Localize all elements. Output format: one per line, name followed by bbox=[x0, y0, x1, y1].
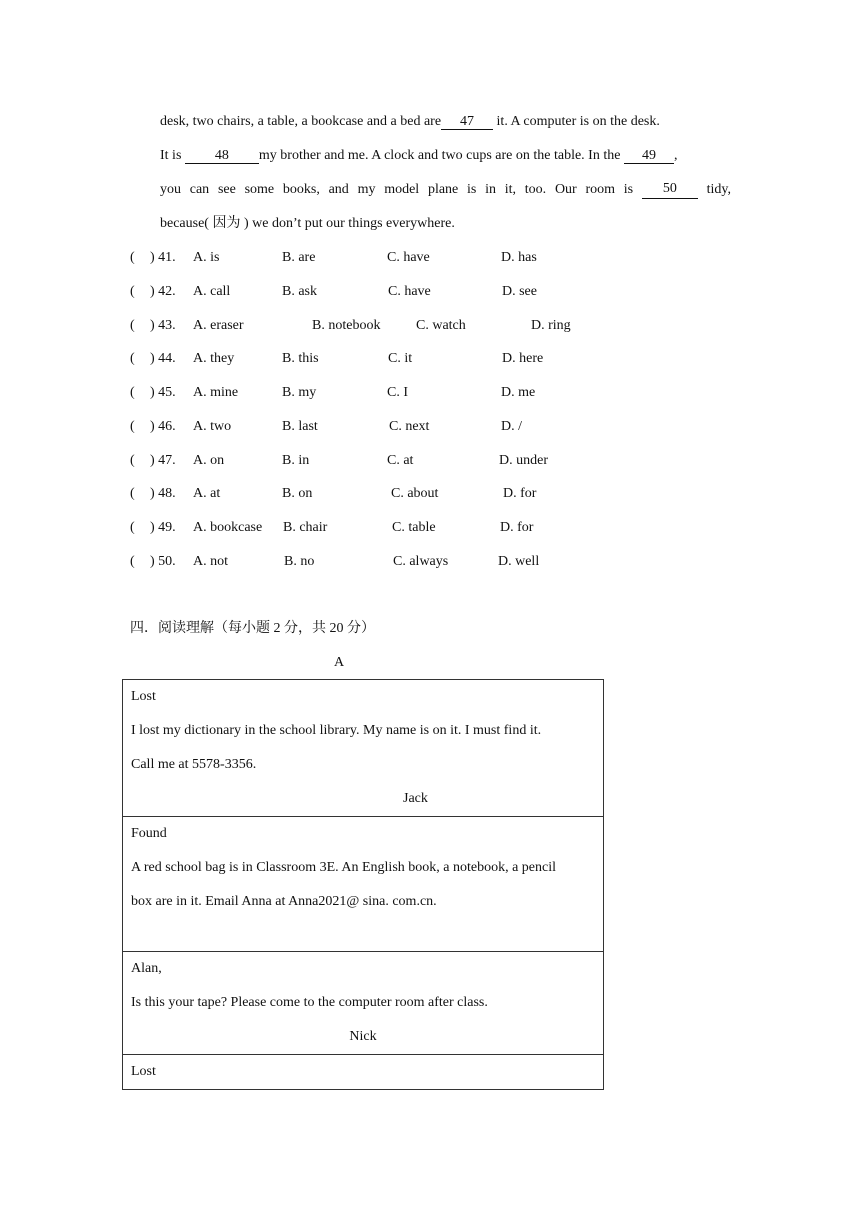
answer-bracket: ( bbox=[130, 554, 135, 569]
option-d: D. well bbox=[498, 554, 540, 569]
passage-word: see bbox=[217, 182, 236, 197]
option-d: D. ring bbox=[531, 318, 571, 333]
option-b: B. chair bbox=[283, 520, 328, 535]
passage-word: room bbox=[585, 182, 616, 197]
blank-49: 49 bbox=[624, 148, 674, 164]
answer-bracket: ( bbox=[130, 419, 135, 434]
option-a: A. on bbox=[193, 453, 225, 468]
notice-lost-jack bbox=[123, 680, 604, 817]
notice-text: box are in it. Email Anna at Anna2021@ sina. com.cn. bbox=[131, 894, 437, 909]
option-b: B. no bbox=[284, 554, 315, 569]
option-c: C. about bbox=[391, 486, 439, 501]
passage-word: is bbox=[467, 182, 477, 197]
option-a: A. mine bbox=[193, 385, 239, 400]
notice-heading: Lost bbox=[131, 689, 156, 704]
passage-text: my brother and me. A clock and two cups are on the table. In the bbox=[258, 148, 624, 163]
notice-text: Call me at 5578-3356. bbox=[131, 757, 257, 772]
passage-text: it. A computer is on the desk. bbox=[493, 114, 660, 129]
passage-text: , bbox=[673, 148, 678, 163]
option-d: D. here bbox=[502, 351, 544, 366]
option-a: A. is bbox=[193, 250, 220, 265]
option-b: B. last bbox=[282, 419, 318, 434]
notice-lost-2 bbox=[123, 1055, 604, 1090]
question-number: ) 43. bbox=[150, 318, 176, 333]
blank-47: 47 bbox=[441, 114, 493, 130]
option-c: C. at bbox=[387, 453, 414, 468]
answer-bracket: ( bbox=[130, 250, 135, 265]
option-a: A. they bbox=[193, 351, 235, 366]
answer-bracket: ( bbox=[130, 520, 135, 535]
passage-word: too. bbox=[524, 182, 547, 197]
option-d: D. / bbox=[501, 419, 522, 434]
option-c: C. have bbox=[387, 250, 430, 265]
question-number: ) 44. bbox=[150, 351, 176, 366]
passage-word: plane bbox=[427, 182, 459, 197]
question-number: ) 47. bbox=[150, 453, 176, 468]
option-c: C. always bbox=[393, 554, 449, 569]
option-d: D. for bbox=[503, 486, 537, 501]
answer-bracket: ( bbox=[130, 284, 135, 299]
passage-word: is bbox=[623, 182, 634, 197]
passage-word: some bbox=[244, 182, 275, 197]
question-number: ) 42. bbox=[150, 284, 176, 299]
notice-signature: Jack bbox=[403, 791, 428, 806]
question-number: ) 50. bbox=[150, 554, 176, 569]
option-a: A. two bbox=[193, 419, 232, 434]
passage-word: Our bbox=[554, 182, 577, 197]
question-number: ) 49. bbox=[150, 520, 176, 535]
passage-word: in bbox=[485, 182, 497, 197]
passage-letter: A bbox=[334, 655, 345, 670]
answer-bracket: ( bbox=[130, 351, 135, 366]
question-number: ) 41. bbox=[150, 250, 176, 265]
option-a: A. bookcase bbox=[193, 520, 263, 535]
notice-text: Is this your tape? Please come to the computer room after class. bbox=[131, 995, 488, 1010]
answer-bracket: ( bbox=[130, 453, 135, 468]
section-title: 四．阅读理解（每小题 2 分，共 20 分） bbox=[130, 621, 375, 636]
notice-table bbox=[122, 679, 604, 1090]
passage-text: It is bbox=[160, 148, 185, 163]
answer-bracket: ( bbox=[130, 318, 135, 333]
option-d: D. see bbox=[502, 284, 537, 299]
notice-found-anna bbox=[123, 817, 604, 952]
passage-line-3 bbox=[160, 181, 731, 199]
option-a: A. eraser bbox=[193, 318, 244, 333]
passage-word: and bbox=[328, 182, 349, 197]
passage-line-4: because( 因为 ) we don’t put our things everywhere. bbox=[160, 216, 455, 231]
option-d: D. for bbox=[500, 520, 534, 535]
option-d: D. under bbox=[499, 453, 548, 468]
passage-word: tidy, bbox=[706, 182, 731, 197]
option-a: A. at bbox=[193, 486, 221, 501]
notice-heading: Found bbox=[131, 826, 167, 841]
passage-text: desk, two chairs, a table, a bookcase and a bed are bbox=[160, 114, 442, 129]
notice-text: I lost my dictionary in the school library. My name is on it. I must find it. bbox=[131, 723, 542, 738]
option-c: C. watch bbox=[416, 318, 466, 333]
passage-word: model bbox=[384, 182, 420, 197]
option-b: B. are bbox=[282, 250, 316, 265]
option-a: A. call bbox=[193, 284, 231, 299]
answer-bracket: ( bbox=[130, 385, 135, 400]
passage-word: can bbox=[189, 182, 210, 197]
passage-word: you bbox=[160, 182, 181, 197]
notice-signature: Nick bbox=[349, 1029, 377, 1044]
notice-text: A red school bag is in Classroom 3E. An English book, a notebook, a pencil bbox=[131, 860, 557, 875]
option-b: B. in bbox=[282, 453, 310, 468]
option-a: A. not bbox=[193, 554, 228, 569]
notice-heading: Lost bbox=[131, 1064, 156, 1079]
option-b: B. my bbox=[282, 385, 317, 400]
option-c: C. table bbox=[392, 520, 436, 535]
option-c: C. I bbox=[387, 385, 408, 400]
passage-word: it, bbox=[504, 182, 517, 197]
option-b: B. this bbox=[282, 351, 319, 366]
option-b: B. ask bbox=[282, 284, 317, 299]
question-number: ) 46. bbox=[150, 419, 176, 434]
option-b: B. on bbox=[282, 486, 313, 501]
blank-48: 48 bbox=[185, 148, 259, 164]
notice-heading: Alan, bbox=[131, 961, 162, 976]
option-c: C. it bbox=[388, 351, 413, 366]
passage-line-2 bbox=[160, 147, 677, 165]
option-d: D. me bbox=[501, 385, 536, 400]
passage-word: books, bbox=[282, 182, 320, 197]
option-d: D. has bbox=[501, 250, 537, 265]
option-b: B. notebook bbox=[312, 318, 381, 333]
question-number: ) 48. bbox=[150, 486, 176, 501]
passage-line-1 bbox=[160, 113, 660, 131]
notice-alan-nick bbox=[123, 952, 604, 1055]
answer-bracket: ( bbox=[130, 486, 135, 501]
passage-word: my bbox=[357, 182, 376, 197]
question-number: ) 45. bbox=[150, 385, 176, 400]
option-c: C. next bbox=[389, 419, 430, 434]
blank-50: 50 bbox=[642, 181, 698, 199]
option-c: C. have bbox=[388, 284, 431, 299]
